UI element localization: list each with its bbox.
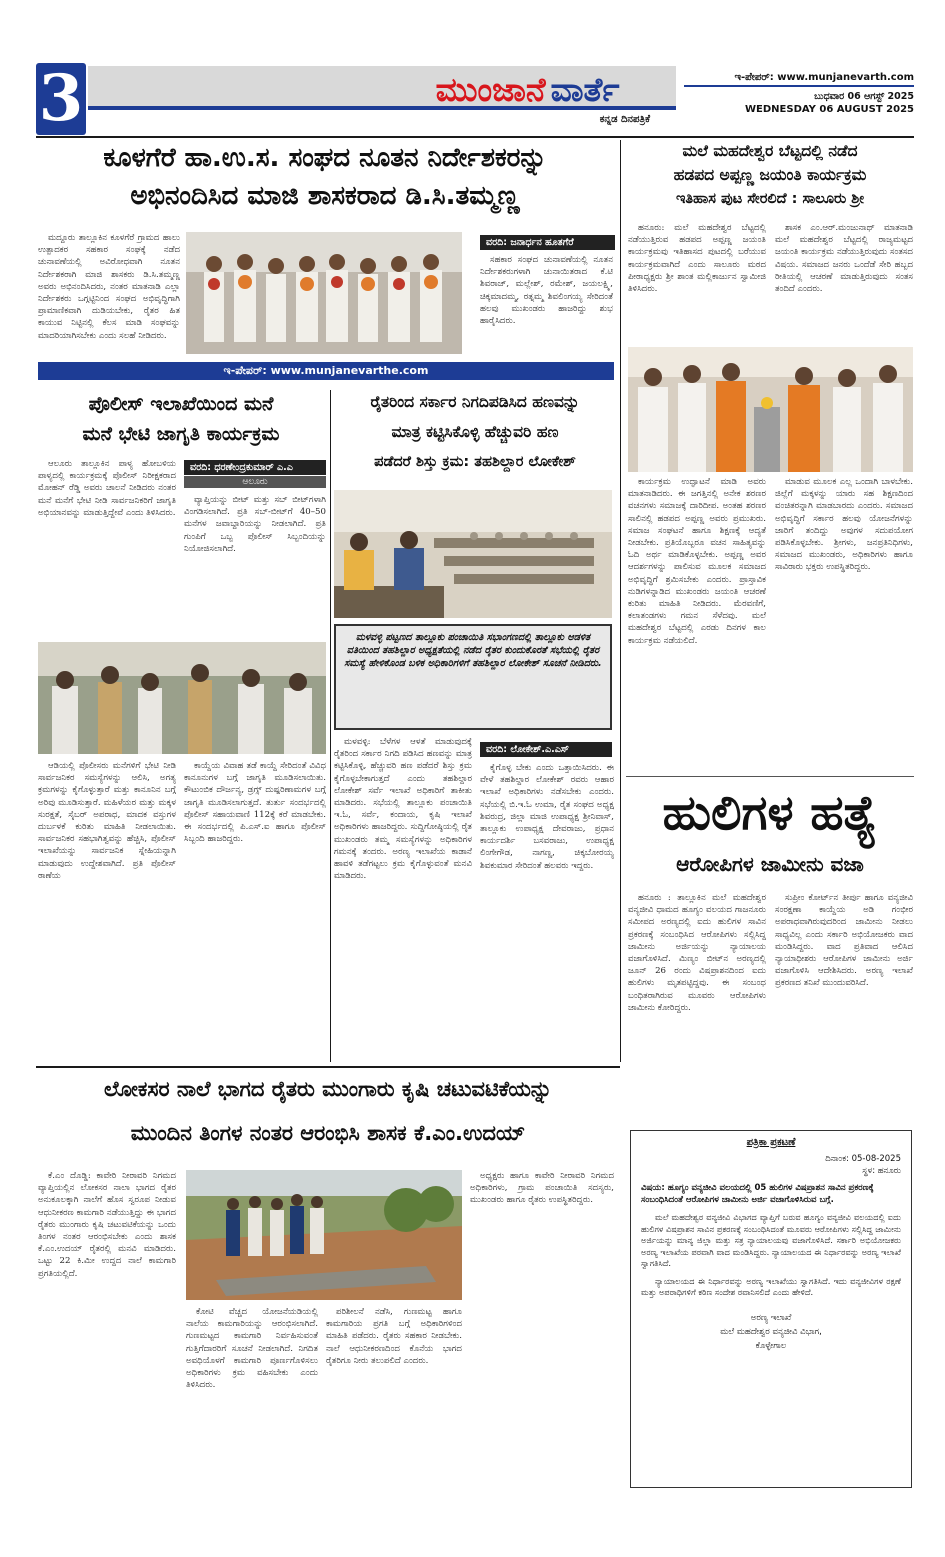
masthead [395,66,660,114]
article1-headline-2: ಅಭಿನಂದಿಸಿದ ಮಾಜಿ ಶಾಸಕರಾದ ಡಿ.ಸಿ.ತಮ್ಮಣ್ಣ [130,181,520,211]
felicitation-photo-illustration [186,232,462,354]
page-number: 3 [38,61,84,136]
column-divider-middle [330,390,331,1062]
masthead-word-2: ವಾರ್ತೆ [550,70,620,109]
middle-section-bottom-rule [36,1066,620,1068]
article4-quote-box [334,624,612,730]
date-english: WEDNESDAY 06 AUGUST 2025 [745,104,914,115]
article3-column-3 [38,760,176,1060]
canal-inspection-photo-illustration [186,1170,462,1300]
masthead-word-1: ಮುಂಜಾನೆ [435,70,546,109]
press-note-body: ಮಲೆ ಮಹದೇಶ್ವರ ವನ್ಯಜೀವಿ ವಿಭಾಗದ ವ್ಯಾಪ್ತಿಗೆ ಬರುವ ಹೂಗ್ಯಂ ವನ್ಯಜೀವಿ ವಲಯದಲ್ಲಿ ಐದು ಹುಲಿಗಳ ವಿಷಪ್ರಾಶನ ಸಾವಿನ ಪ್ರಕರಣಕ್ಕೆ ಸಂಬಂಧಿಸಿದಂತೆ ಮೂವರು ಆರೋಪಿಗಳು ಸಲ್ಲಿಸಿದ್ದ ಜಾಮೀನು ಅರ್ಜಿಯನ್ನು ಮಾನ್ಯ ಜಿಲ್ಲಾ ಮತ್ತು ಸತ್ರ ನ್ಯಾಯಾಲಯವು ವಜಾಗೊಳಿಸಿದೆ. ಸರ್ಕಾರಿ ಅಭಿಯೋಜಕರು ಅರಣ್ಯ ಇಲಾಖೆಯ ಪರವಾಗಿ ವಾದ ಮಂಡಿಸಿದ್ದರು. ನ್ಯಾಯಾಲಯದ ಈ ನಿರ್ಧಾರವನ್ನು ಅರಣ್ಯ ಇಲಾಖೆ ಸ್ವಾಗತಿಸಿದೆ. [641,1212,901,1268]
article5-headline-1: ಹುಲಿಗಳ ಹತ್ಯೆ [662,785,878,841]
article6-text-1: ಕೆ.ಎಂ ದೊಡ್ಡಿ: ಕಾವೇರಿ ನೀರಾವರಿ ನಿಗಮದ ವ್ಯಾಪ್ತಿಯಲ್ಲಿನ ಲೋಕಸರ ನಾಲಾ ಭಾಗದ ರೈತರ ಅನುಕೂಲಕ್ಕಾಗಿ ನಾಲೆಗೆ ಹೊಸ ಸ್ವರೂಪ ನೀಡುವ ಆಧುನೀಕರಣ ಕಾಮಗಾರಿ ನಡೆಯುತ್ತಿದ್ದು ಈ ಭಾಗದ ರೈತರು ಮುಂಗಾರು ಕೃಷಿ ಚಟುವಟಿಕೆಯನ್ನು ಒಂದು ತಿಂಗಳ ನಂತರ ಆರಂಭಿಸಬೇಕು ಎಂದು ಶಾಸಕ ಕೆ.ಎಂ.ಉದಯ್ ರೈತರಲ್ಲಿ ಮನವಿ ಮಾಡಿದರು. ಒಟ್ಟು 22 ಕಿ.ಮೀ ಉದ್ದದ ನಾಲೆ ಕಾಮಗಾರಿ ಪ್ರಗತಿಯಲ್ಲಿದೆ. [38,1171,176,1279]
article2-headline-3: ಇತಿಹಾಸ ಪುಟ ಸೇರಲಿದೆ : ಸಾಲೂರು ಶ್ರೀ [675,191,865,207]
article6-column-4 [470,1170,614,1490]
article4-headline-2: ಮಾತ್ರ ಕಟ್ಟಿಸಿಕೊಳ್ಳಿ ಹೆಚ್ಚುವರಿ ಹಣ [391,423,559,441]
article2-text-4: ಮಾಡುವ ಮೂಲಕ ಎಲ್ಲ ಒಂದಾಗಿ ಬಾಳಬೇಕು. ಜಿಲ್ಲೆಗೆ ಮಕ್ಕಳನ್ನು ಯಾರು ಸಹ ಶಿಕ್ಷಣದಿಂದ ವಂಚಿತರನ್ನಾಗಿ ಮಾಡಬಾರದು ಎಂದರು. ಸಮಾಜದ ಅಭಿವೃದ್ಧಿಗೆ ಸರ್ಕಾರ ಹಲವು ಯೋಜನೆಗಳನ್ನು ಜಾರಿಗೆ ತಂದಿದ್ದು ಅವುಗಳ ಸದುಪಯೋಗ ಪಡಿಸಿಕೊಳ್ಳಬೇಕು. ಶ್ರೀಗಳು, ಜನಪ್ರತಿನಿಧಿಗಳು, ಸಮಾಜದ ಮುಖಂಡರು, ಅಧಿಕಾರಿಗಳು ಹಾಗೂ ಸಾವಿರಾರು ಭಕ್ತರು ಉಪಸ್ಥಿತರಿದ್ದರು. [775,477,913,573]
article1-photo [186,232,462,354]
press-note-signature-2: ಮಲೆ ಮಹದೇಶ್ವರ ವನ್ಯಜೀವಿ ವಿಭಾಗ, [720,1326,822,1337]
article3-byline: ವರದಿ: ಧರಣೇಂದ್ರಕುಮಾರ್ ಎ.ಎ [184,460,326,475]
article6-text-3: ಪರಿಶೀಲನೆ ನಡೆಸಿ, ಗುಣಮಟ್ಟ ಹಾಗೂ ಕಾಮಗಾರಿಯ ಪ್ರಗತಿ ಬಗ್ಗೆ ಅಧಿಕಾರಿಗಳಿಂದ ಮಾಹಿತಿ ಪಡೆದರು. ರೈತರು ಸಹಕಾರ ನೀಡಬೇಕು. ನಾಲೆ ಆಧುನೀಕರಣದಿಂದ ಕೊನೆಯ ಭಾಗದ ರೈತರಿಗೂ ನೀರು ತಲುಪಲಿದೆ ಎಂದರು. [326,1307,462,1366]
article2-column-4 [775,476,913,770]
press-note-title: ಪತ್ರಿಕಾ ಪ್ರಕಟಣೆ [746,1137,796,1148]
jayanti-stage-photo-illustration [628,347,913,472]
article3-text-3: ಆಡಿಯಲ್ಲಿ ಪೊಲೀಸರು ಮನೆಗಳಿಗೆ ಭೇಟಿ ನೀಡಿ ಸಾರ್ವಜನಿಕರ ಸಮಸ್ಯೆಗಳನ್ನು ಆಲಿಸಿ, ಅಗತ್ಯ ಕ್ರಮಗಳನ್ನು ಕೈಗೊಳ್ಳುತ್ತಾರೆ ಮತ್ತು ಕಾನೂನಿನ ಬಗ್ಗೆ ಅರಿವು ಮೂಡಿಸುತ್ತಾರೆ. ಮಹಿಳೆಯರ ಮತ್ತು ಮಕ್ಕಳ ಸುರಕ್ಷತೆ, ಸೈಬರ್ ಅಪರಾಧ, ಮಾದಕ ವಸ್ತುಗಳ ದುರ್ಬಳಕೆ ಕುರಿತು ಮಾಹಿತಿ ನೀಡಲಾಯಿತು. ಸಾರ್ವಜನಿಕರ ಸಹಭಾಗಿತ್ವವನ್ನು ಹೆಚ್ಚಿಸಿ, ಪೊಲೀಸ್ ಇಲಾಖೆಯನ್ನು ಸಾರ್ವಜನಿಕ ಸ್ನೇಹಿಯನ್ನಾಗಿ ಮಾಡುವುದು ಉದ್ದೇಶವಾಗಿದೆ. ಪ್ರತಿ ಪೊಲೀಸ್ ಠಾಣೆಯ [38,761,176,881]
police-visit-photo-illustration [38,642,326,754]
article2-headline-1: ಮಲೆ ಮಹದೇಶ್ವರ ಬೆಟ್ಟದಲ್ಲಿ ನಡೆದ [682,142,858,160]
date-kannada: ಬುಧವಾರ 06 ಆಗಸ್ಟ್ 2025 [814,91,914,102]
article4-quote: ಮಳವಳ್ಳಿ ಪಟ್ಟಣದ ತಾಲ್ಲೂಕು ಪಂಚಾಯಿತಿ ಸಭಾಂಗಣದಲ್ಲಿ ತಾಲ್ಲೂಕು ಆಡಳಿತ ವತಿಯಿಂದ ತಹಶಿಲ್ದಾರ ಅಧ್ಯಕ್ಷತೆಯಲ್ಲಿ ನಡೆದ ರೈತರ ಕುಂದುಕೊರತೆ ಸಭೆಯಲ್ಲಿ ರೈತರ ಸಮಸ್ಯೆ ಹೇಳಿಕೊಂಡ ಬಳಿಕ ಅಧಿಕಾರಿಗಳಿಗೆ ತಹಶಿಲ್ದಾರ ಲೋಕೇಶ್ ಸೂಚನೆ ನೀಡಿದರು. [344,632,602,669]
article4-byline: ವರದಿ: ಲೋಕೇಶ್.ಎ.ಎಸ್ [480,742,612,757]
article5-column-2 [775,892,913,1122]
press-note-signature-3: ಕೊಳ್ಳೇಗಾಲ [755,1340,787,1351]
article3-text-1: ಆಲೂರು ತಾಲ್ಲೂಕಿನ ಪಾಳ್ಯ ಹೋಬಳಿಯ ಪಾಳ್ಯದಲ್ಲಿ ಕಾರ್ಯಕ್ರಮಕ್ಕೆ ಪೊಲೀಸ್ ನಿರೀಕ್ಷಕರಾದ ಮೋಹನ್ ರೆಡ್ಡಿ ಅವರು ಚಾಲನೆ ನೀಡಿದರು ನಂತರ ಮನೆ ಮನೆಗೆ ಭೇಟಿ ನೀಡಿ ಸಾರ್ವಜನಿಕರಿಗೆ ಜಾಗೃತಿ ಅಭಿಯಾನವನ್ನು ಮಾಡುತ್ತಿದ್ದೇವೆ ಎಂದು ತಿಳಿಸಿದರು. [38,459,176,518]
article1-column-1 [38,232,180,354]
article6-headline-1: ಲೋಕಸರ ನಾಲೆ ಭಾಗದ ರೈತರು ಮುಂಗಾರು ಕೃಷಿ ಚಟುವಟಿಕೆಯನ್ನು [103,1077,552,1101]
press-note-place: ಸ್ಥಳ: ಹನೂರು [862,1166,901,1176]
article1-text-2: ಸಹಕಾರ ಸಂಘದ ಚುನಾವಣೆಯಲ್ಲಿ ನೂತನ ನಿರ್ದೇಶಕರುಗಳಾಗಿ ಚುನಾಯಿತರಾದ ಕೆ.ಟಿ ಶಿವರಾಜ್, ಮಲ್ಲೇಶ್, ರಮೇಶ್, ಜಯಲಕ್ಷ್ಮಿ, ಚಿಕ್ಕಮಾದಮ್ಮ, ರತ್ನಮ್ಮ ಶಿವಲಿಂಗಯ್ಯ ಸೇರಿದಂತೆ ಹಲವು ಮುಖಂಡರು ಹಾಜರಿದ್ದು ಶುಭ ಹಾರೈಸಿದರು. [480,255,613,327]
article2-column-2 [775,222,913,342]
press-note-date: ದಿನಾಂಕ: 05-08-2025 [825,1154,901,1164]
article2-text-2: ಶಾಸಕ ಎಂ.ಆರ್.ಮಂಜುನಾಥ್ ಮಾತನಾಡಿ ಮಲೆ ಮಹದೇಶ್ವರ ಬೆಟ್ಟದಲ್ಲಿ ರಾಜ್ಯಮಟ್ಟದ ಜಯಂತಿ ಕಾರ್ಯಕ್ರಮ ನಡೆಯುತ್ತಿರುವುದು ಸಂತಸದ ವಿಷಯ. ಸಮಾಜದ ಜನರು ಒಂದೆಡೆ ಸೇರಿ ಹಬ್ಬದ ರೀತಿಯಲ್ಲಿ ಆಚರಣೆ ಮಾಡುತ್ತಿರುವುದು ಸಂತಸ ತಂದಿದೆ ಎಂದರು. [775,223,913,295]
press-note-subject: ವಿಷಯ: ಹೂಗ್ಯಂ ವನ್ಯಜೀವಿ ವಲಯದಲ್ಲಿ 05 ಹುಲಿಗಳ ವಿಷಪ್ರಾಶನ ಸಾವಿನ ಪ್ರಕರಣಕ್ಕೆ ಸಂಬಂಧಿಸಿದಂತೆ ಆರೋಪಿಗಳ ಜಾಮೀನು ಅರ್ಜಿ ವಜಾಗೊಳಿಸಿರುವ ಬಗ್ಗೆ. [641,1183,874,1205]
article3-headline-2: ಮನೆ ಭೇಟಿ ಜಾಗೃತಿ ಕಾರ್ಯಕ್ರಮ [82,423,280,445]
article3-column-2 [184,494,326,638]
article2-headline-2: ಹಡಪದ ಅಪ್ಪಣ್ಣ ಜಯಂತಿ ಕಾರ್ಯಕ್ರಮ [673,166,867,184]
article2-bottom-rule [626,776,914,777]
article1-text-1: ಮದ್ದೂರು ತಾಲ್ಲೂಕಿನ ಕೂಳಗೆರೆ ಗ್ರಾಮದ ಹಾಲು ಉತ್ಪಾದಕರ ಸಹಕಾರ ಸಂಘಕ್ಕೆ ನಡೆದ ಚುನಾವಣೆಯಲ್ಲಿ ಅವಿರೋಧವಾಗಿ ನೂತನ ನಿರ್ದೇಶಕರಾಗಿ ಮಾಜಿ ಶಾಸಕರು ಡಿ.ಸಿ.ತಮ್ಮಣ್ಣ ಅವರು ಅಭಿನಂದಿಸಿದರು, ನಂತರ ಮಾತನಾಡಿ ಎಲ್ಲಾ ನಿರ್ದೇಶಕರು ಒಗ್ಗಟ್ಟಿನಿಂದ ಸಂಘದ ಅಭಿವೃದ್ಧಿಗಾಗಿ ಪ್ರಾಮಾಣಿಕವಾಗಿ ದುಡಿಯಬೇಕು, ರೈತರ ಹಿತ ಕಾಯುವ ನಿಟ್ಟಿನಲ್ಲಿ ಕೆಲಸ ಮಾಡಿ ಸಂಘವನ್ನು ಮಾದರಿಯಾಗಿಸಬೇಕು ಎಂದು ಸಲಹೆ ನೀಡಿದರು. [38,233,180,341]
article2-text-1: ಹನೂರು: ಮಲೆ ಮಹದೇಶ್ವರ ಬೆಟ್ಟದಲ್ಲಿ ನಡೆಯುತ್ತಿರುವ ಹಡಪದ ಅಪ್ಪಣ್ಣ ಜಯಂತಿ ಕಾರ್ಯಕ್ರಮವು ಇತಿಹಾಸದ ಪುಟದಲ್ಲಿ ಬರೆಯುವ ಕಾರ್ಯಕ್ರಮವಾಗಿದೆ ಎಂದು ಸಾಲೂರು ಮಠದ ಪೀಠಾಧ್ಯಕ್ಷರು ಶ್ರೀ ಶಾಂತ ಮಲ್ಲಿಕಾರ್ಜುನ ಸ್ವಾಮೀಜಿ ತಿಳಿಸಿದರು. [628,223,766,295]
article5-headline-2: ಆರೋಪಿಗಳ ಜಾಮೀನು ವಜಾ [676,852,864,876]
article2-column-3 [628,476,766,770]
article4-headline-1: ರೈತರಿಂದ ಸರ್ಕಾರ ನಿಗದಿಪಡಿಸಿದ ಹಣವನ್ನು [370,393,580,411]
article5-text-1: ಹನೂರು : ತಾಲ್ಲೂಕಿನ ಮಲೆ ಮಹದೇಶ್ವರ ವನ್ಯಜೀವಿ ಧಾಮದ ಹೂಗ್ಯಂ ವಲಯದ ಗಾಜನೂರು ಸಮೀಪದ ಅರಣ್ಯದಲ್ಲಿ ಐದು ಹುಲಿಗಳ ಸಾವಿನ ಪ್ರಕರಣಕ್ಕೆ ಸಂಬಂಧಿಸಿದ ಆರೋಪಿಗಳು ಸಲ್ಲಿಸಿದ್ದ ಜಾಮೀನು ಅರ್ಜಿಯನ್ನು ನ್ಯಾಯಾಲಯ ವಜಾಗೊಳಿಸಿದೆ. ಮಿಣ್ಯಂ ಬೀಟ್‌ನ ಅರಣ್ಯದಲ್ಲಿ ಜೂನ್ 26 ರಂದು ವಿಷಪ್ರಾಶನದಿಂದ ಐದು ಹುಲಿಗಳು ಮೃತಪಟ್ಟಿದ್ದವು. ಈ ಸಂಬಂಧ ಬಂಧಿತರಾಗಿರುವ ಮೂವರು ಆರೋಪಿಗಳು ಜಾಮೀನು ಕೋರಿದ್ದರು. [628,893,766,1013]
article6-column-2 [186,1306,318,1490]
article6-column-1 [38,1170,176,1490]
article6-column-3 [326,1306,462,1490]
masthead-tagline: ಕನ್ನಡ ದಿನಪತ್ರಿಕೆ [599,114,650,125]
article6-text-2: ಕೋಟಿ ವೆಚ್ಚದ ಯೋಜನೆಯಡಿಯಲ್ಲಿ ನಾಲೆಯ ಕಾಮಗಾರಿಯನ್ನು ಆರಂಭಿಸಲಾಗಿದೆ. ಗುಣಮಟ್ಟದ ಕಾಮಗಾರಿ ನಿರ್ವಹಿಸುವಂತೆ ಗುತ್ತಿಗೆದಾರರಿಗೆ ಸೂಚನೆ ನೀಡಲಾಗಿದೆ. ನಿಗದಿತ ಅವಧಿಯೊಳಗೆ ಕಾಮಗಾರಿ ಪೂರ್ಣಗೊಳಿಸಲು ಅಧಿಕಾರಿಗಳು ಕ್ರಮ ವಹಿಸಬೇಕು ಎಂದು ತಿಳಿಸಿದರು. [186,1307,318,1391]
page-number-box [36,63,86,135]
article1-byline: ವರದಿ: ಜನಾರ್ಧನ ಹೂತಗೆರೆ [480,235,615,250]
article3-text-4: ಕಾಯ್ದೆಯ ವಿವಾಹ ತಡೆ ಕಾಯ್ದೆ ಸೇರಿದಂತೆ ವಿವಿಧ ಕಾನೂನುಗಳ ಬಗ್ಗೆ ಜಾಗೃತಿ ಮೂಡಿಸಲಾಯಿತು. ಕೌಟುಂಬಿಕ ದೌರ್ಜನ್ಯ, ಡ್ರಗ್ಸ್ ದುಷ್ಪರಿಣಾಮಗಳ ಬಗ್ಗೆ ಜಾಗೃತಿ ಮೂಡಿಸಲಾಗುತ್ತದೆ. ತುರ್ತು ಸಂದರ್ಭದಲ್ಲಿ ಪೊಲೀಸ್ ಸಹಾಯವಾಣಿ 112ಕ್ಕೆ ಕರೆ ಮಾಡಬೇಕು. ಈ ಸಂದರ್ಭದಲ್ಲಿ ಪಿ.ಎಸ್.ಐ ಹಾಗೂ ಪೊಲೀಸ್ ಸಿಬ್ಬಂದಿ ಹಾಜರಿದ್ದರು. [184,761,326,845]
article3-text-2: ವ್ಯಾಪ್ತಿಯನ್ನು ಬೀಟ್ ಮತ್ತು ಸಬ್ ಬೀಟ್‌ಗಳಾಗಿ ವಿಂಗಡಿಸಲಾಗಿದೆ. ಪ್ರತಿ ಸಬ್-ಬೀಟ್‌ಗೆ 40–50 ಮನೆಗಳ ಜವಾಬ್ದಾರಿಯನ್ನು ನೀಡಲಾಗಿದೆ. ಪ್ರತಿ ಗುಂಪಿಗೆ ಒಬ್ಬ ಪೊಲೀಸ್ ಸಿಬ್ಬಂದಿಯನ್ನು ನಿಯೋಜಿಸಲಾಗಿದೆ. [184,495,326,554]
epaper-url-header[interactable]: ಇ-ಪೇಪರ್: www.munjanevarth.com [684,72,914,87]
article2-column-1 [628,222,766,342]
meeting-hall-photo-illustration [334,490,612,618]
article5-column-1 [628,892,766,1122]
header-bottom-rule [36,136,914,138]
article3-headline-1: ಪೊಲೀಸ್ ಇಲಾಖೆಯಿಂದ ಮನೆ [88,393,274,415]
press-note-signature-1: ಅರಣ್ಯ ಇಲಾಖೆ [750,1312,792,1323]
article6-headline-2: ಮುಂದಿನ ತಿಂಗಳ ನಂತರ ಆರಂಭಿಸಿ ಶಾಸಕ ಕೆ.ಎಂ.ಉದಯ್ [130,1121,526,1145]
article5-text-2: ಸುಪ್ರೀಂ ಕೋರ್ಟ್‌ನ ತೀರ್ಪು ಹಾಗೂ ವನ್ಯಜೀವಿ ಸಂರಕ್ಷಣಾ ಕಾಯ್ದೆಯ ಅಡಿ ಗಂಭೀರ ಅಪರಾಧವಾಗಿರುವುದರಿಂದ ಜಾಮೀನು ನೀಡಲು ಸಾಧ್ಯವಿಲ್ಲ ಎಂದು ಸರ್ಕಾರಿ ಅಭಿಯೋಜಕರು ವಾದ ಮಂಡಿಸಿದ್ದರು. ವಾದ ಪ್ರತಿವಾದ ಆಲಿಸಿದ ನ್ಯಾಯಾಧೀಶರು ಆರೋಪಿಗಳ ಜಾಮೀನು ಅರ್ಜಿ ವಜಾಗೊಳಿಸಿ ಆದೇಶಿಸಿದರು. ಅರಣ್ಯ ಇಲಾಖೆ ಪ್ರಕರಣದ ತನಿಖೆ ಮುಂದುವರಿಸಿದೆ. [775,893,913,989]
column-divider-right [620,140,621,1062]
article2-photo [628,347,913,472]
article4-column-2 [480,762,614,1062]
article4-photo [334,490,612,618]
article3-column-1 [38,458,176,638]
article1-headline-1: ಕೂಳಗೆರೆ ಹಾ.ಉ.ಸ. ಸಂಘದ ನೂತನ ನಿರ್ದೇಶಕರನ್ನು [103,143,547,173]
article2-text-3: ಕಾರ್ಯಕ್ರಮ ಉದ್ಘಾಟನೆ ಮಾಡಿ ಅವರು ಮಾತನಾಡಿದರು. ಈ ಜಗತ್ತಿನಲ್ಲಿ ಅನೇಕ ಶರಣರ ವಚನಗಳು ಸಮಾಜಕ್ಕೆ ದಾರಿದೀಪ. ಅಂತಹ ಶರಣರ ಸಾಲಿನಲ್ಲಿ ಹಡಪದ ಅಪ್ಪಣ್ಣ ಅವರು ಪ್ರಮುಖರು. ಸಮಾಜ ಸಂಘಟನೆ ಹಾಗೂ ಶಿಕ್ಷಣಕ್ಕೆ ಆದ್ಯತೆ ನೀಡಬೇಕು. ಪ್ರತಿಯೊಬ್ಬರೂ ವಚನ ಸಾಹಿತ್ಯವನ್ನು ಓದಿ ಅರ್ಥ ಮಾಡಿಕೊಳ್ಳಬೇಕು. ಅಪ್ಪಣ್ಣ ಅವರ ಆದರ್ಶಗಳನ್ನು ಪಾಲಿಸುವ ಮೂಲಕ ಸಮಾಜದ ಅಭಿವೃದ್ಧಿಗೆ ಶ್ರಮಿಸಬೇಕು ಎಂದರು. ಪ್ರಾಸ್ತಾವಿಕ ನುಡಿಗಳನ್ನಾಡಿದ ಮುಖಂಡರು ಜಯಂತಿ ಆಚರಣೆ ಕುರಿತು ಮಾಹಿತಿ ನೀಡಿದರು. ಮೆರವಣಿಗೆ, ಕಲಾತಂಡಗಳು ಗಮನ ಸೆಳೆದವು. ಮಲೆ ಮಹದೇಶ್ವರ ಬೆಟ್ಟದಲ್ಲಿ ಎರಡು ದಿನಗಳ ಕಾಲ ಕಾರ್ಯಕ್ರಮ ನಡೆಯಲಿದೆ. [628,477,766,646]
article4-column-1 [334,736,472,1062]
article3-photo [38,642,326,754]
press-note-body-2: ನ್ಯಾಯಾಲಯದ ಈ ನಿರ್ಧಾರವನ್ನು ಅರಣ್ಯ ಇಲಾಖೆಯು ಸ್ವಾಗತಿಸಿದೆ. ಇದು ವನ್ಯಜೀವಿಗಳ ರಕ್ಷಣೆ ಮತ್ತು ಅಪರಾಧಿಗಳಿಗೆ ಕಠಿಣ ಸಂದೇಶ ರವಾನಿಸಲಿದೆ ಎಂದು ಹೇಳಿದೆ. [641,1275,901,1297]
article6-text-4: ಅಧ್ಯಕ್ಷರು ಹಾಗೂ ಕಾವೇರಿ ನೀರಾವರಿ ನಿಗಮದ ಅಧಿಕಾರಿಗಳು, ಗ್ರಾಮ ಪಂಚಾಯಿತಿ ಸದಸ್ಯರು, ಮುಖಂಡರು ಹಾಗೂ ರೈತರು ಉಪಸ್ಥಿತರಿದ್ದರು. [470,1171,614,1206]
article3-byline-sub: ಆಲೂರು [184,476,326,488]
article1-column-2 [480,254,613,354]
article4-headline-3: ಪಡೆದರೆ ಶಿಸ್ತು ಕ್ರಮ: ತಹಶಿಲ್ದಾರ ಲೋಕೇಶ್ [374,454,576,470]
epaper-strip-text[interactable]: ಇ-ಪೇಪರ್: www.munjanevarthe.com [223,364,429,377]
press-note-box [630,1130,912,1488]
epaper-strip[interactable] [38,362,614,380]
article6-photo [186,1170,462,1300]
article3-column-4 [184,760,326,1060]
article4-text-1: ಮಳವಳ್ಳಿ: ಬೆಳೆಗಳ ಆಳತೆ ಮಾಡುವುದಕ್ಕೆ ರೈತರಿಂದ ಸರ್ಕಾರ ನಿಗದಿ ಪಡಿಸಿದ ಹಣವನ್ನು ಮಾತ್ರ ಕಟ್ಟಿಸಿಕೊಳ್ಳಿ, ಹೆಚ್ಚುವರಿ ಹಣ ಪಡೆದರೆ ಶಿಸ್ತು ಕ್ರಮ ಕೈಗೊಳ್ಳಬೇಕಾಗುತ್ತದೆ ಎಂದು ತಹಶಿಲ್ದಾರ ಲೋಕೇಶ್ ಸರ್ವೆ ಇಲಾಖೆ ಅಧಿಕಾರಿಗೆ ತಾಕೀತು ಮಾಡಿದರು. ಸಭೆಯಲ್ಲಿ ತಾಲ್ಲೂಕು ಪಂಚಾಯಿತಿ ಇ.ಓ, ಸರ್ವೆ, ಕಂದಾಯ, ಕೃಷಿ ಇಲಾಖೆ ಅಧಿಕಾರಿಗಳು ಹಾಜರಿದ್ದರು. ಸುದ್ದಿಗೋಷ್ಠಿಯಲ್ಲಿ ರೈತ ಮುಖಂಡರು ತಮ್ಮ ಸಮಸ್ಯೆಗಳನ್ನು ಅಧಿಕಾರಿಗಳ ಗಮನಕ್ಕೆ ತಂದರು. ಅರಣ್ಯ ಇಲಾಖೆಯ ಕಾಡಾನೆ ಹಾವಳಿ ತಡೆಗಟ್ಟಲು ಕ್ರಮ ಕೈಗೊಳ್ಳುವಂತೆ ಮನವಿ ಮಾಡಿದರು. [334,737,472,882]
article4-text-2: ಕೈಗೊಳ್ಳ ಬೇಕು ಎಂದು ಒತ್ತಾಯಿಸಿದರು. ಈ ವೇಳೆ ತಹಶಿಲ್ದಾರ ಲೋಕೇಶ್ ರವರು ಆಹಾರ ಇಲಾಖೆ ಅಧಿಕಾರಿಗಳು ನಡೆಸಬೇಕು ಎಂದರು. ಸಭೆಯಲ್ಲಿ ಬಿ.ಇ.ಓ ಉಮಾ, ರೈತ ಸಂಘದ ಅಧ್ಯಕ್ಷ ಶಿವರುದ್ರ, ಜಿಲ್ಲಾ ಮಾಜಿ ಉಪಾಧ್ಯಕ್ಷ ಶ್ರೀನಿವಾಸ್, ತಾಲ್ಲೂಕು ಉಪಾಧ್ಯಕ್ಷ ದೇವರಾಜು, ಪ್ರಧಾನ ಕಾರ್ಯದರ್ಶಿ ಬಸವರಾಜು, ಉಪಾಧ್ಯಕ್ಷ ಲಿಂಗೇಗೌಡ, ನಾಗಣ್ಣ, ಚಿಕ್ಕಬೋರಯ್ಯ ಶಿವಕುಮಾರ ಸೇರಿದಂತೆ ಹಲವರು ಇದ್ದರು. [480,763,614,871]
